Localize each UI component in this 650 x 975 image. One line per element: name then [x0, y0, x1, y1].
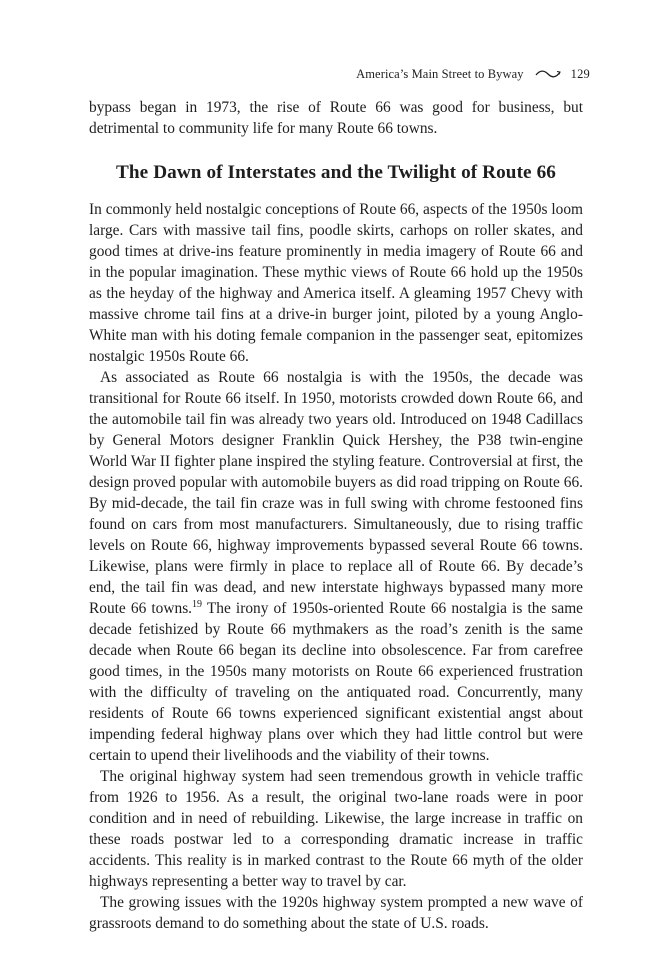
- body-text: [89, 97, 583, 934]
- paragraph-3: The original highway system had seen tremendous growth in vehicle traffic from 1926 to 1956. As a result, the original two-lane roads were in poor condition and in need of rebuilding. Likewise, the large increase in traffic on these roads postwar led to a corresponding dramatic increase in traffic accidents. This reality is in marked contrast to the Route 66 myth of the older highways representing a better way to travel by car.: [89, 768, 583, 890]
- paragraph-2-text-a: As associated as Route 66 nostalgia is with the 1950s, the decade was transitional for Route 66 itself. In 1950, motorists crowded down Route 66, and the automobile tail fin was already two years old. Introduced on 1948 Cadillacs by General Motors designer Franklin Quick Hershey, the P38 twin-engine World War II fighter plane inspired the styling feature. Controversial at first, the design proved popular with automobile buyers as did road tripping on Route 66. By mid-decade, the tail fin craze was in full swing with chrome festooned fins found on cars from most manufacturers. Simultaneously, due to rising traffic levels on Route 66, highway improvements bypassed several Route 66 towns. Likewise, plans were firmly in place to replace all of Route 66. By decade’s end, the tail fin was dead, and new interstate highways bypassed many more Route 66 towns.: [89, 369, 583, 617]
- paragraph-2: [89, 367, 583, 766]
- continued-paragraph: bypass began in 1973, the rise of Route 66 was good for business, but detrimental to community life for many Route 66 towns.: [89, 99, 583, 137]
- running-head: [356, 66, 590, 82]
- paragraph-1: In commonly held nostalgic conceptions of Route 66, aspects of the 1950s loom large. Cars with massive tail fins, poodle skirts, carhops on roller skates, and good times at drive-ins feature prominently in media imagery of Route 66 and in the popular imagination. These mythic views of Route 66 hold up the 1950s as the heyday of the highway and America itself. A gleaming 1957 Chevy with massive chrome tail fins at a drive-in burger joint, piloted by a young Anglo-White man with his doting female companion in the passenger seat, epitomizes nostalgic 1950s Route 66.: [89, 201, 583, 365]
- paragraph-2-text-b: The irony of 1950s-oriented Route 66 nostalgia is the same decade fetishized by Route 66 mythmakers as the road’s zenith is the same decade when Route 66 began its decline into obsolescence. Far from carefree good times, in the 1950s many motorists on Route 66 experienced frustration with the difficulty of traveling on the antiquated road. Concurrently, many residents of Route 66 towns experienced significant existential angst about impending federal highway plans over which they had little control but were certain to upend their livelihoods and the viability of their towns.: [89, 600, 583, 764]
- page-number: 129: [570, 67, 590, 81]
- section-heading: The Dawn of Interstates and the Twilight of Route 66: [116, 162, 556, 183]
- paragraph-4: The growing issues with the 1920s highway system prompted a new wave of grassroots demand to do something about the state of U.S. roads.: [89, 894, 583, 932]
- endnote-reference[interactable]: 19: [192, 598, 203, 610]
- running-head-title: America’s Main Street to Byway: [356, 67, 524, 81]
- tilde-ornament-icon: [535, 68, 561, 80]
